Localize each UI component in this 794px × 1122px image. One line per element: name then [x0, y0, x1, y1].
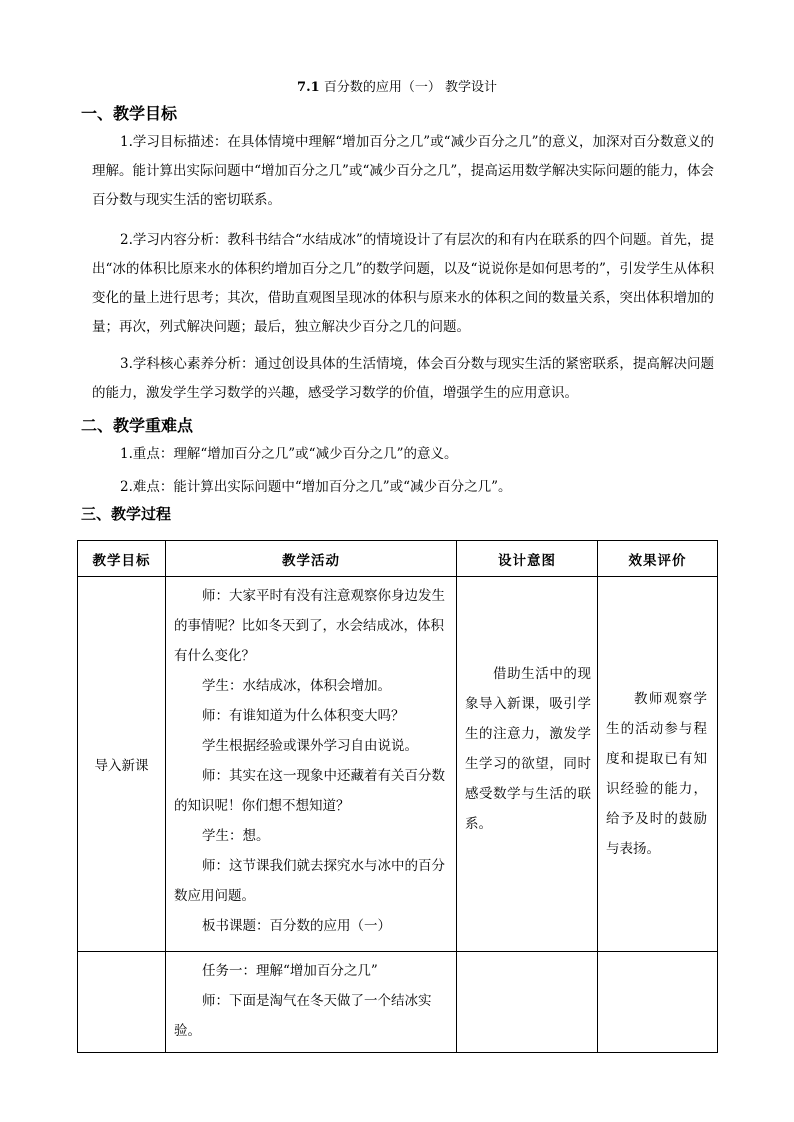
keypoint-paragraph-2: 2.难点：能计算出实际问题中“增加百分之几”或“减少百分之几”。 — [120, 479, 512, 495]
intent-text: 借助生活中的现象导入新课，吸引学生的注意力，激发学生学习的欲望，同时感受数学与生活的联系。 — [465, 666, 591, 832]
activity-line: 师：这节课我们就去探究水与冰中的百分数应用问题。 — [174, 858, 445, 904]
row-intent-cell — [457, 952, 598, 1053]
goal-paragraph-2: 2.学习内容分析：教科书结合“水结成冰”的情境设计了有层次的和有内在联系的四个问题。首先，提出“冰的体积比原来水的体积约增加百分之几”的数学问题，以及“说说你是如何思考的”，引发学生从体积变化的量上进行思考；其次，借助直观图呈现冰的体积与原来水的体积之间的数量关系，突出体积增加的量；再次，列式解决问题；最后，独立解决少百分之几的问题。 — [92, 232, 714, 335]
row-intent-cell — [457, 577, 598, 952]
activity-line: 师：下面是淘气在冬天做了一个结冰实验。 — [174, 993, 432, 1039]
row-goal-cell — [78, 952, 166, 1053]
activity-line: 板书课题：百分数的应用（一） — [202, 918, 391, 934]
row-evaluation-cell — [598, 952, 718, 1053]
table-row — [78, 577, 718, 952]
header-evaluation: 效果评价 — [598, 541, 718, 577]
row-activity-cell — [166, 577, 457, 952]
section-heading-goals: 一、教学目标 — [81, 104, 178, 123]
table-header-row — [78, 541, 718, 577]
activity-line: 任务一：理解“增加百分之几” — [202, 963, 378, 979]
table-row — [78, 952, 718, 1053]
document-title — [0, 76, 794, 95]
header-intent: 设计意图 — [457, 541, 598, 577]
activity-line: 学生根据经验或课外学习自由说说。 — [202, 738, 418, 754]
title-text: 百分数的应用（一） 教学设计 — [323, 80, 497, 95]
row-evaluation-cell — [598, 577, 718, 952]
activity-line: 师：其实在这一现象中还藏着有关百分数的知识呢！你们想不想知道？ — [174, 768, 445, 814]
activity-line: 师：有谁知道为什么体积变大吗？ — [202, 708, 405, 724]
keypoint-paragraph-1: 1.重点：理解“增加百分之几”或“减少百分之几”的意义。 — [120, 446, 458, 462]
activity-line: 学生：想。 — [202, 828, 270, 844]
section-heading-keypoints: 二、教学重难点 — [81, 416, 194, 435]
header-activity: 教学活动 — [166, 541, 457, 577]
teaching-process-table — [77, 540, 718, 1053]
row-activity-cell — [166, 952, 457, 1053]
goal-paragraph-1: 1.学习目标描述：在具体情境中理解“增加百分之几”或“减少百分之几”的意义，加深对百分数意义的理解。能计算出实际问题中“增加百分之几”或“减少百分之几”，提高运用数学解决实际问题的能力，体会百分数与现实生活的密切联系。 — [92, 134, 714, 208]
section-heading-process: 三、教学过程 — [81, 505, 172, 523]
title-number: 7.1 — [297, 80, 320, 95]
evaluation-text: 教师观察学生的活动参与程度和提取已有知识经验的能力，给予及时的鼓励与表扬。 — [606, 691, 707, 857]
activity-line: 学生：水结成冰，体积会增加。 — [202, 678, 391, 694]
activity-line: 师：大家平时有没有注意观察你身边发生的事情呢？比如冬天到了，水会结成冰，体积有什么变化？ — [174, 588, 445, 664]
header-goal: 教学目标 — [78, 541, 166, 577]
row-goal-cell: 导入新课 — [78, 577, 166, 952]
goal-paragraph-3: 3.学科核心素养分析：通过创设具体的生活情境，体会百分数与现实生活的紧密联系，提高解决问题的能力，激发学生学习数学的兴趣，感受学习数学的价值，增强学生的应用意识。 — [92, 356, 714, 401]
